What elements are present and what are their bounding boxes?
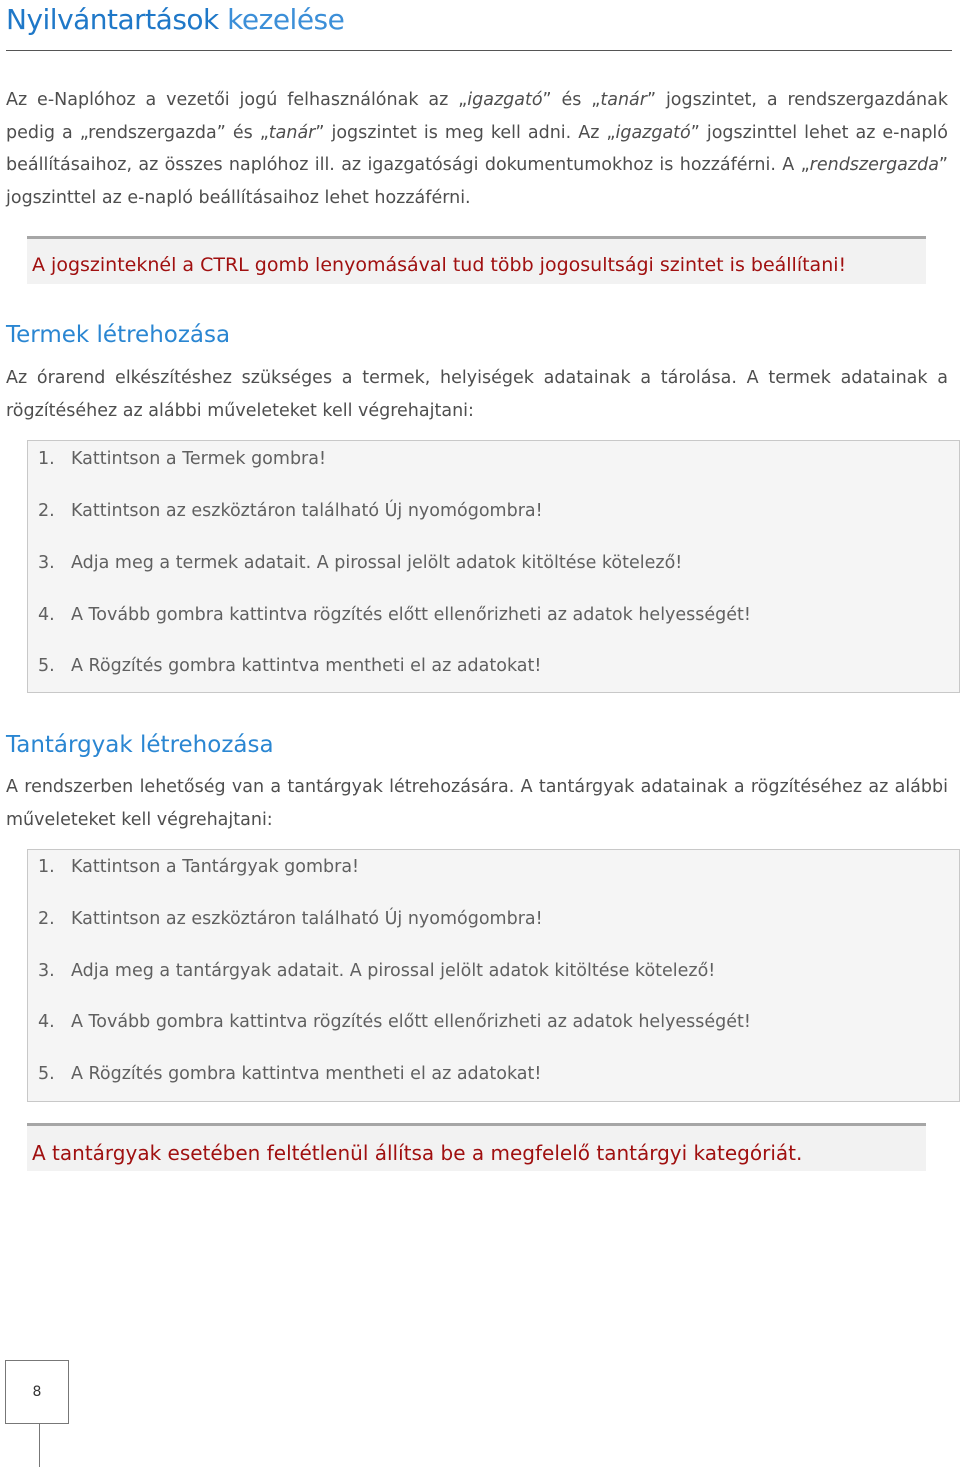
step-number: 2. — [38, 501, 55, 521]
step-text: Kattintson az eszköztáron található Új nyomógombra! — [71, 909, 543, 929]
category-note-text: A tantárgyak esetében feltétlenül állítsa be a megfelelő tantárgyi kategóriát. — [32, 1141, 803, 1165]
ctrl-note-text: A jogszinteknél a CTRL gomb lenyomásával tud több jogosultsági szintet is beállítani! — [32, 254, 847, 276]
ctrl-note-box — [27, 236, 926, 284]
rooms-steps-box — [27, 440, 960, 693]
intro-seg-8: igazgató — [615, 122, 691, 143]
rooms-heading: Termek létrehozása — [6, 322, 231, 348]
step-text: A Tovább gombra kattintva rögzítés előtt ellenőrizheti az adatok helyességét! — [71, 1012, 751, 1032]
step-number: 5. — [38, 656, 55, 676]
page-number-connector — [39, 1424, 40, 1467]
intro-seg-3: ” és „ — [542, 90, 601, 110]
intro-seg-2: igazgató — [467, 90, 543, 110]
page-number-box — [5, 1360, 69, 1424]
step-text: Kattintson a Termek gombra! — [71, 449, 326, 469]
intro-seg-9: ” jogszinttel lehet az e-napló beállításaihoz, az összes naplóhoz ill. az igazgatósági dokumentumokhoz is hozzáférni. A „ — [6, 122, 948, 175]
title-divider — [6, 50, 952, 51]
step-number: 3. — [38, 961, 55, 981]
page-number: 8 — [32, 1384, 42, 1400]
subjects-heading: Tantárgyak létrehozása — [6, 732, 274, 758]
intro-paragraph — [6, 84, 948, 214]
step-number: 4. — [38, 1012, 55, 1032]
subjects-paragraph: A rendszerben lehetőség van a tantárgyak létrehozására. A tantárgyak adatainak a rögzítéséhez az alábbi műveleteket kell végrehajtani: — [6, 777, 948, 830]
step-text: Adja meg a tantárgyak adatait. A pirossal jelölt adatok kitöltése kötelező! — [71, 961, 716, 981]
step-number: 2. — [38, 909, 55, 929]
step-text: A Rögzítés gombra kattintva mentheti el az adatokat! — [71, 656, 542, 676]
page-title — [6, 0, 344, 40]
subjects-steps-box — [27, 849, 960, 1102]
intro-seg-10: rendszergazda — [809, 155, 939, 175]
intro-seg-4: tanár — [600, 90, 647, 110]
intro-seg-5: ” jogszintet, a rendszergazdának pedig a „rendszergazda” és „ — [6, 90, 948, 143]
step-number: 1. — [38, 857, 55, 877]
step-number: 5. — [38, 1064, 55, 1084]
category-note-box — [27, 1123, 926, 1171]
step-text: A Rögzítés gombra kattintva mentheti el az adatokat! — [71, 1064, 542, 1084]
intro-seg-1: Az e-Naplóhoz a vezetői jogú felhasználónak az „ — [6, 90, 468, 110]
intro-seg-11: ” jogszinttel az e-napló beállításaihoz lehet hozzáférni. — [6, 155, 948, 208]
page-title-rest: kezelése — [218, 3, 345, 36]
step-number: 4. — [38, 605, 55, 625]
rooms-paragraph: Az órarend elkészítéshez szükséges a termek, helyiségek adatainak a tárolása. A termek adatainak a rögzítéséhez az alábbi műveleteket kell végrehajtani: — [6, 368, 948, 421]
step-text: Adja meg a termek adatait. A pirossal jelölt adatok kitöltése kötelező! — [71, 553, 683, 573]
step-text: A Tovább gombra kattintva rögzítés előtt ellenőrizheti az adatok helyességét! — [71, 605, 751, 625]
step-number: 3. — [38, 553, 55, 573]
intro-seg-7: ” jogszintet is meg kell adni. Az „ — [315, 122, 616, 143]
step-text: Kattintson a Tantárgyak gombra! — [71, 857, 360, 877]
step-text: Kattintson az eszköztáron található Új nyomógombra! — [71, 501, 543, 521]
step-number: 1. — [38, 449, 55, 469]
page-title-main: Nyilvántartások — [6, 3, 219, 36]
intro-seg-6: tanár — [268, 122, 316, 143]
